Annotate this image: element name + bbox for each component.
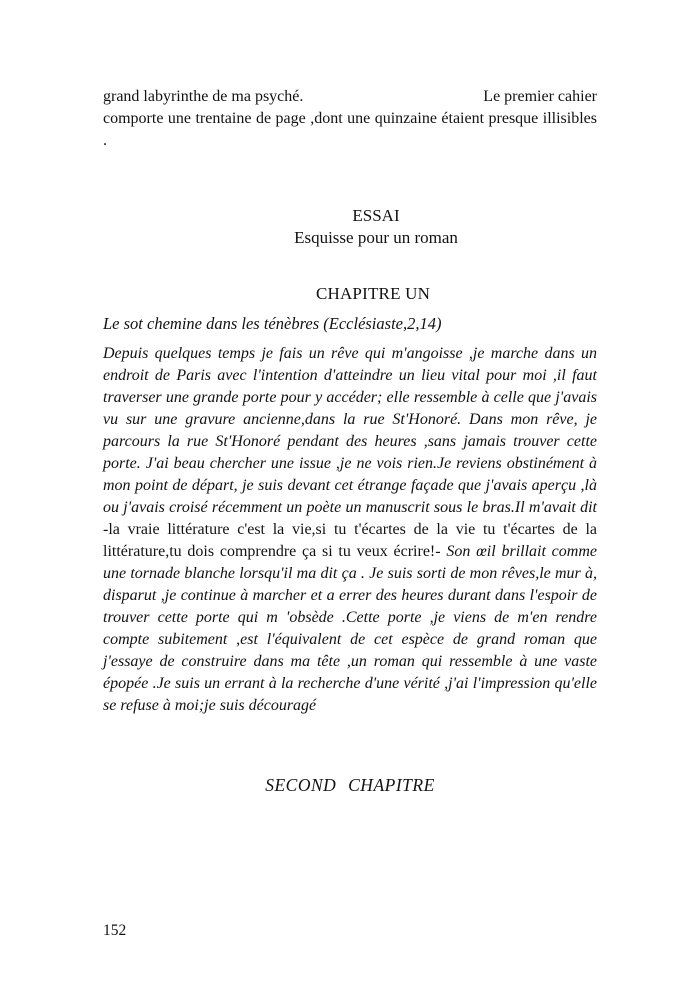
page-content (103, 86, 597, 797)
paragraph-segment-italic-1: Depuis quelques temps je fais un rêve qui m'angoisse ,je marche dans un endroit de Paris avec l'intention d'atteindre un lieu vital pour moi ,il faut traverser une grande porte pour y accéder; elle ressemble à celle que j'avais vu sur une gravure ancienne,dans la rue St'Honoré. Dans mon rêve, je parcours la rue St'Honoré pendant des heures ,sans jamais trouver cette porte. J'ai beau chercher une issue ,je ne vois rien.Je reviens obstinément à mon point de départ, je suis devant cet étrange façade que j'avais aperçu ,là ou j'avais croisé récemment un poète un manuscrit sous le bras.Il m'avait dit (103, 345, 597, 516)
intro-first-line (103, 86, 597, 108)
essay-title: ESSAI (352, 206, 400, 225)
intro-line1-left-text: grand labyrinthe de ma psyché. (103, 88, 304, 105)
paragraph-segment-italic-2: Son œil brillait comme une tornade blanche lorsqu'il ma dit ça . Je suis sorti de mon rêves,le mur à, disparut ,je continue à marcher et a errer des heures durant dans l'espoir de trouver cette porte qui m 'obsède .Cette porte ,je viens de m'en rendre compte subitement ,est l'équivalent de cet espèce de grand roman que j'essaye de construire dans ma tête ,un roman qui ressemble à une vaste épopée .Je suis un errant à la recherche d'une vérité ,j'ai l'impression qu'elle se refuse à moi;je suis découragé (103, 543, 597, 714)
chapter-two-heading: SECOND CHAPITRE (265, 775, 435, 795)
chapter-one-heading: CHAPITRE UN (315, 284, 431, 303)
intro-paragraph (103, 86, 597, 152)
intro-continuation-text: comporte une trentaine de page ,dont une quinzaine étaient presque illisibles . (103, 110, 597, 149)
page-number: 152 (103, 922, 127, 939)
essay-subtitle: Esquisse pour un roman (294, 228, 458, 247)
essay-heading-block (103, 205, 597, 249)
paragraph-segment-roman: -la vraie littérature c'est la vie,si tu t'écartes de la vie tu t'écartes de la littérature,tu dois comprendre ça si tu veux écrire!- (103, 521, 597, 560)
intro-line1-right-text: Le premier cahier (483, 88, 597, 105)
chapter-one-paragraph (103, 343, 597, 717)
chapter-one-epigraph: Le sot chemine dans les ténèbres (Ecclésiaste,2,14) (103, 314, 442, 333)
